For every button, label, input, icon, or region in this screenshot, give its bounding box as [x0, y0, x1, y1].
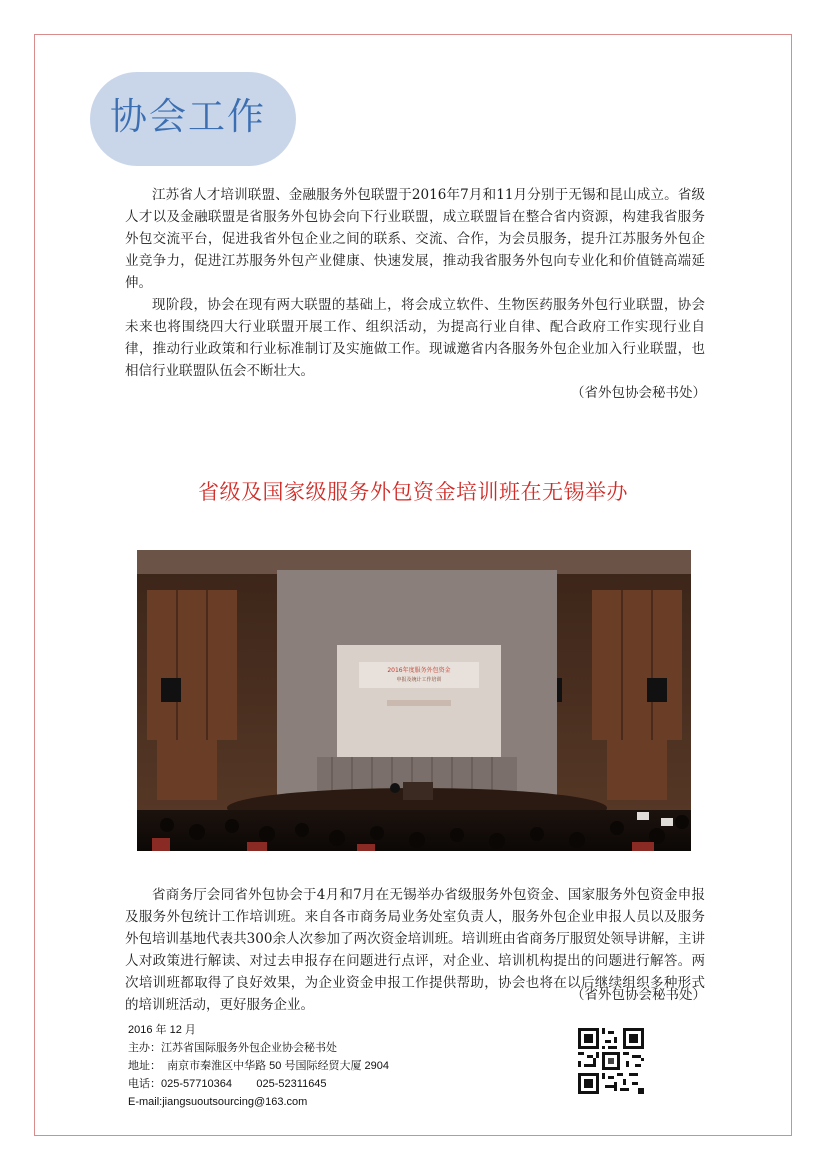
article2-headline: 省级及国家级服务外包资金培训班在无锡举办	[198, 480, 628, 504]
section-title: 协会工作	[110, 95, 266, 138]
article2-paragraph: 省商务厅会同省外包协会于4月和7月在无锡举办省级服务外包资金、国家服务外包资金申报及服务外包统计工作培训班。来自各市商务局业务处室负责人，服务外包企业申报人员以及服务外包培训基地代表共300余人次参加了两次资金培训班。培训班由省商务厅服贸处领导讲解，主讲人对政策进行解读、对过去申报存在问题进行点评，对企业、培训机构提出的问题进行解答。两次培训班都取得了良好效果，为企业资金申报工作提供帮助，协会也将在以后继续组织多种形式的培训班活动，更好服务企业。	[125, 887, 705, 1013]
footer-phone: 电话：025-57710364 025-52311645	[128, 1078, 327, 1090]
article1-signature: （省外包协会秘书处）	[571, 385, 706, 401]
slide-subtitle: 申报及统计工作培训	[396, 677, 442, 683]
footer-info	[128, 1021, 389, 1111]
article2-signature: （省外包协会秘书处）	[571, 987, 706, 1003]
footer-host: 主办：江苏省国际服务外包企业协会秘书处	[128, 1042, 337, 1054]
footer-email: E-mail:jiangsuoutsourcing@163.com	[128, 1096, 308, 1108]
qr-code-icon	[578, 1028, 644, 1094]
article1-paragraph-2: 现阶段，协会在现有两大联盟的基础上，将会成立软件、生物医药服务外包行业联盟，协会未来也将围绕四大行业联盟开展工作、组织活动，为提高行业自律、配合政府工作实现行业自律，推动行业政策和行业标准制订及实施做工作。现诚邀省内各服务外包企业加入行业联盟，也相信行业联盟队伍会不断壮大。	[125, 297, 705, 379]
slide-title: 2016年度服务外包资金	[387, 667, 451, 674]
footer-address: 地址： 南京市秦淮区中华路 50 号国际经贸大厦 2904	[128, 1060, 389, 1072]
training-photo	[137, 550, 691, 851]
footer-date: 2016 年 12 月	[128, 1024, 196, 1036]
article1-paragraph-1: 江苏省人才培训联盟、金融服务外包联盟于2016年7月和11月分别于无锡和昆山成立。省级人才以及金融联盟是省服务外包协会向下行业联盟，成立联盟旨在整合省内资源，构建我省服务外包交流平台，促进我省外包企业之间的联系、交流、合作，为会员服务，提升江苏服务外包企业竞争力，促进江苏服务外包产业健康、快速发展，推动我省服务外包向专业化和价值链高端延伸。	[125, 187, 705, 291]
